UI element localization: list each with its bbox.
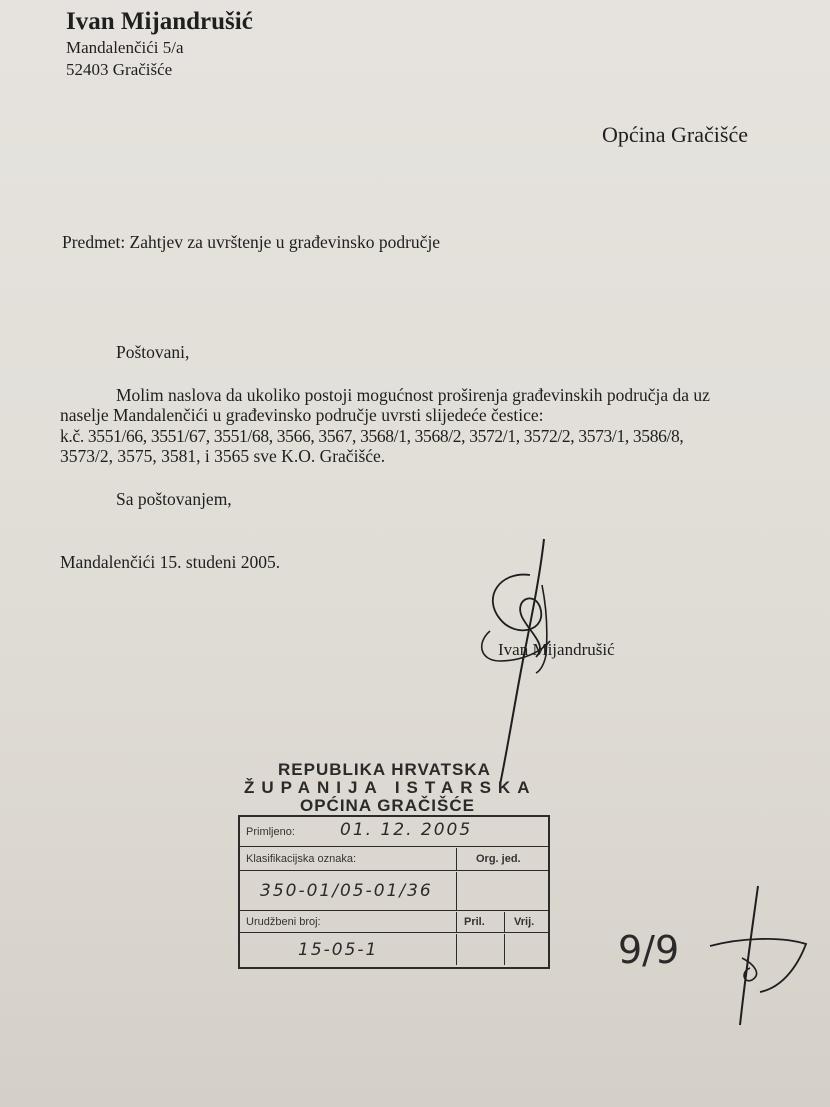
stamp-row-registry-value xyxy=(240,934,548,965)
sender-name: Ivan Mijandrušić xyxy=(66,8,253,35)
stamp-row-registry-header xyxy=(240,912,548,933)
margin-note: 9/9 xyxy=(618,928,680,972)
received-value: 01. 12. 2005 xyxy=(340,820,473,840)
handwritten-signature xyxy=(470,535,580,795)
signature-name: Ivan Mijandrušić xyxy=(498,640,615,659)
divider xyxy=(504,934,505,965)
salutation: Poštovani, xyxy=(116,342,190,362)
divider xyxy=(456,912,457,932)
stamp-country: REPUBLIKA HRVATSKA xyxy=(278,760,491,779)
body-line-4: 3573/2, 3575, 3581, i 3565 sve K.O. Gračišće. xyxy=(60,446,386,466)
body-line-3: k.č. 3551/66, 3551/67, 3551/68, 3566, 3567, 3568/1, 3568/2, 3572/1, 3572/2, 3573/1, 3586/8, xyxy=(60,426,684,446)
body-line-2: naselje Mandalenčići u građevinsko područje uvrsti slijedeće čestice: xyxy=(60,405,544,425)
stamp-county: ŽUPANIJA ISTARSKA xyxy=(244,778,537,797)
classification-value: 350-01/05-01/36 xyxy=(260,881,433,901)
stamp-row-classification-header xyxy=(240,848,548,871)
sender-postal: 52403 Gračišće xyxy=(66,60,173,79)
divider xyxy=(504,912,505,932)
divider xyxy=(456,872,457,910)
sender-address: Mandalenčići 5/a xyxy=(66,38,184,57)
stamp-row-classification-value xyxy=(240,872,548,911)
closing: Sa poštovanjem, xyxy=(116,489,232,509)
stamp-municipality: OPĆINA GRAČIŠĆE xyxy=(300,796,475,815)
attachments-label: Pril. xyxy=(464,916,485,928)
classification-label: Klasifikacijska oznaka: xyxy=(246,853,357,865)
place-date: Mandalenčići 15. studeni 2005. xyxy=(60,552,281,572)
divider xyxy=(456,848,457,870)
subject-line: Predmet: Zahtjev za uvrštenje u građevinsko područje xyxy=(62,232,441,252)
registry-value: 15-05-1 xyxy=(298,940,379,960)
registry-label: Urudžbeni broj: xyxy=(246,916,321,928)
body-line-1: Molim naslova da ukoliko postoji mogućnost proširenja građevinskih područja da uz xyxy=(116,385,710,405)
handwritten-initials xyxy=(700,880,820,1030)
divider xyxy=(456,934,457,965)
recipient: Općina Gračišće xyxy=(602,122,748,147)
received-label: Primljeno: xyxy=(246,826,295,838)
registry-stamp-box xyxy=(238,815,550,969)
org-unit-label: Org. jed. xyxy=(476,853,521,865)
stamp-row-received xyxy=(240,817,548,847)
value-label: Vrij. xyxy=(514,916,535,928)
